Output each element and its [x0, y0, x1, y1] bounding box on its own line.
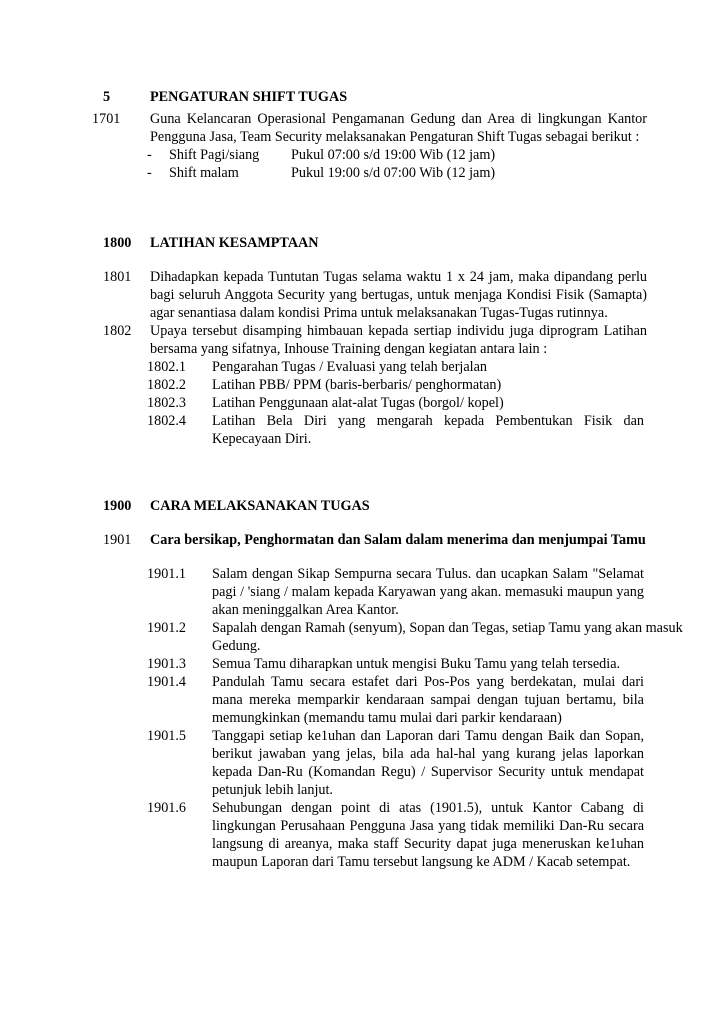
item-text: Latihan Bela Diri yang mengarah kepada Pembentukan Fisik dan Kepecayaan Diri. — [212, 413, 644, 447]
shift-row — [0, 146, 728, 164]
shift-label: Shift malam — [169, 165, 239, 181]
list-item — [0, 619, 728, 655]
list-item — [0, 727, 728, 799]
list-item — [0, 376, 728, 394]
list-item — [0, 358, 728, 376]
section-number: 1900 — [103, 498, 132, 514]
item-number: 1901.2 — [147, 620, 187, 636]
shift-dash: - — [147, 147, 152, 163]
item-text: Salam dengan Sikap Sempurna secara Tulus. dan ucapkan Salam "Selamat pagi / 'siang / malam kepada Karyawan yang akan. memasuki maupun yang akan meninggalkan Area Kantor. — [212, 566, 644, 618]
item-number: 1802.2 — [147, 377, 187, 393]
paragraph-number: 1901 — [103, 532, 132, 548]
item-number: 1802.3 — [147, 395, 187, 411]
list-item — [0, 655, 728, 673]
shift-time: Pukul 19:00 s/d 07:00 Wib (12 jam) — [291, 165, 496, 181]
paragraph-1901 — [0, 531, 728, 549]
section-1800 — [0, 234, 728, 448]
paragraph-1701 — [0, 110, 728, 146]
paragraph-text: Guna Kelancaran Operasional Pengamanan Gedung dan Area di lingkungan Kantor Pengguna Jasa, Team Security melaksanakan Pengaturan Shift Tugas sebagai berikut : — [150, 111, 647, 145]
section-5-heading — [0, 88, 728, 106]
item-number: 1901.6 — [147, 800, 187, 816]
list-item — [0, 394, 728, 412]
section-number: 1800 — [103, 235, 132, 251]
shift-row — [0, 164, 728, 182]
item-text: Semua Tamu diharapkan untuk mengisi Buku Tamu yang telah tersedia. — [212, 656, 621, 672]
section-title: LATIHAN KESAMPTAAN — [150, 235, 319, 251]
list-item — [0, 799, 728, 871]
list-item — [0, 412, 728, 448]
item-number: 1802.1 — [147, 359, 187, 375]
paragraph-text: Dihadapkan kepada Tuntutan Tugas selama waktu 1 x 24 jam, maka dipandang perlu bagi seluruh Anggota Security yang bertugas, untuk menjaga Kondisi Fisik (Samapta) agar senantiasa dalam kondisi Prima untuk melaksanakan Tugas-Tugas rutinnya. — [150, 269, 647, 321]
item-number: 1802.4 — [147, 413, 187, 429]
section-5 — [0, 88, 728, 182]
section-1800-heading — [0, 234, 728, 252]
list-item — [0, 565, 728, 619]
item-text: Latihan Penggunaan alat-alat Tugas (borgol/ kopel) — [212, 395, 504, 411]
section-1900 — [0, 497, 728, 871]
item-number: 1901.1 — [147, 566, 187, 582]
list-item — [0, 673, 728, 727]
item-text: Pengarahan Tugas / Evaluasi yang telah berjalan — [212, 359, 488, 375]
paragraph-number: 1802 — [103, 323, 132, 339]
item-text: Sapalah dengan Ramah (senyum), Sopan dan Tegas, setiap Tamu yang akan masuk Gedung. — [212, 620, 683, 654]
paragraph-1802 — [0, 322, 728, 358]
section-number: 5 — [103, 89, 111, 105]
item-text: Tanggapi setiap ke1uhan dan Laporan dari Tamu dengan Baik dan Sopan, berikut jawaban yang jelas, bila ada hal-hal yang kurang jelas laporkan kepada Dan-Ru (Komandan Regu) / Supervisor Security untuk mendapat petunjuk lebih lanjut. — [212, 728, 644, 798]
section-title: CARA MELAKSANAKAN TUGAS — [150, 498, 370, 514]
item-number: 1901.5 — [147, 728, 187, 744]
shift-label: Shift Pagi/siang — [169, 147, 260, 163]
item-text: Sehubungan dengan point di atas (1901.5), untuk Kantor Cabang di lingkungan Perusahaan Pengguna Jasa yang tidak memiliki Dan-Ru secara langsung di areanya, maka staff Security dapat juga meneruskan ke1uhan maupun Laporan dari Tamu tersebut langsung ke ADM / Kacab setempat. — [212, 800, 644, 870]
section-1900-heading — [0, 497, 728, 515]
item-text: Latihan PBB/ PPM (baris-berbaris/ penghormatan) — [212, 377, 502, 393]
paragraph-heading: Cara bersikap, Penghormatan dan Salam dalam menerima dan menjumpai Tamu — [150, 532, 646, 548]
paragraph-number: 1701 — [92, 111, 121, 127]
paragraph-number: 1801 — [103, 269, 132, 285]
shift-dash: - — [147, 165, 152, 181]
paragraph-text: Upaya tersebut disamping himbauan kepada sertiap individu juga diprogram Latihan bersama yang sifatnya, Inhouse Training dengan kegiatan antara lain : — [150, 323, 647, 357]
paragraph-1801 — [0, 268, 728, 322]
item-number: 1901.4 — [147, 674, 187, 690]
item-number: 1901.3 — [147, 656, 187, 672]
item-text: Pandulah Tamu secara estafet dari Pos-Pos yang berdekatan, mulai dari mana mereka memparkir kendaraan sampai dengan tujuan bertamu, bila memungkinkan (memandu tamu mulai dari parkir kendaraan) — [212, 674, 644, 726]
shift-time: Pukul 07:00 s/d 19:00 Wib (12 jam) — [291, 147, 496, 163]
section-title: PENGATURAN SHIFT TUGAS — [150, 89, 348, 105]
